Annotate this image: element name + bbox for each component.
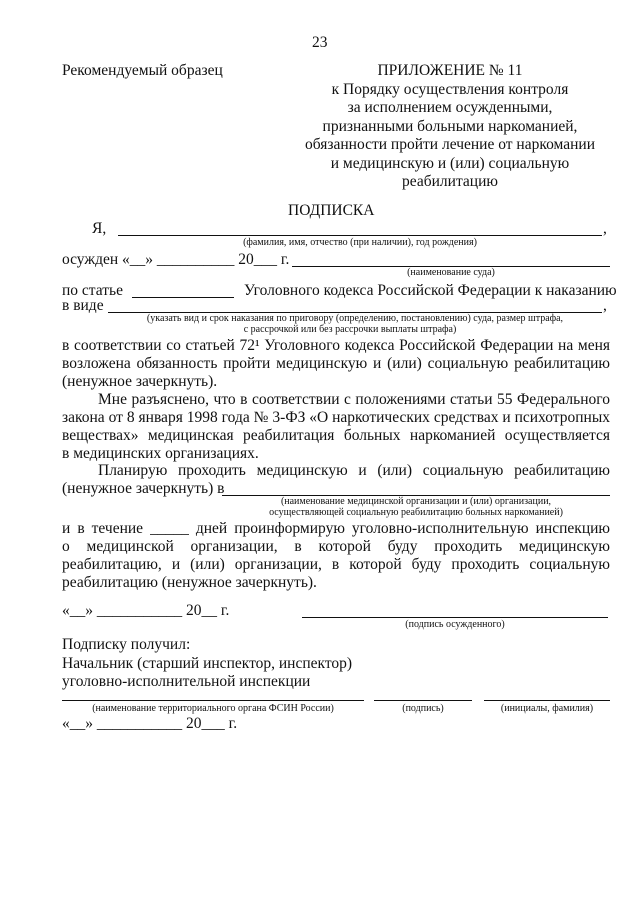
appendix-title: ПРИЛОЖЕНИЕ № 11 [377,62,523,79]
appendix-line: за исполнением осужденными, [347,99,553,116]
paragraph-4-line: реабилитацию (ненужное зачеркнуть). [62,574,317,591]
in-form-label: в виде [62,297,104,314]
article-line[interactable] [132,297,234,298]
paragraph-4-line: реабилитацию, и (или) организации, в которой буду проходить социальную [62,556,610,573]
hint-initials: (инициалы, фамилия) [500,703,594,714]
fio-line-end: , [603,220,607,237]
document-title: ПОДПИСКА [288,202,375,219]
paragraph-2-line: в медицинских организациях. [62,445,259,462]
hint-signature-convicted: (подпись осужденного) [405,619,505,630]
appendix-block [290,62,610,192]
paragraph-2-line: закона от 8 января 1998 года № 3-ФЗ «О наркотических средствах и психотропных [62,409,610,426]
paragraph-1-line: в соответствии со статьей 72¹ Уголовного кодекса Российской Федерации на меня [62,337,610,354]
date-received: «__» ___________ 20___ г. [62,715,238,732]
page-number: 23 [312,34,328,51]
initials-line[interactable] [484,700,610,701]
article-text: Уголовного кодекса Российской Федерации к наказанию [244,282,617,299]
appendix-line: признанными больными наркоманией, [322,117,578,135]
hint-sentence-1: (указать вид и срок наказания по приговору (определению, постановлению) суда, размер штрафа, [146,313,564,324]
hint-fsin: (наименование территориального органа ФСИН России) [92,703,334,714]
recommended-sample-label: Рекомендуемый образец [62,62,223,79]
paragraph-4-line: о медицинской организации, в которой буду проходить медицинскую [62,538,610,555]
received-inspection: уголовно-исполнительной инспекции [62,673,311,690]
paragraph-2-line: веществах» медицинская реабилитация больных наркоманией осуществляется [62,427,610,444]
appendix-line: к Порядку осуществления контроля [331,80,569,98]
hint-signature: (подпись) [402,703,444,714]
hint-organization-2: осуществляющей социальную реабилитацию больных наркоманией) [269,507,563,518]
signature-line[interactable] [374,700,472,701]
received-label: Подписку получил: [62,636,191,653]
received-position: Начальник (старший инспектор, инспектор) [62,655,353,672]
hint-fio: (фамилия, имя, отчество (при наличии), год рождения) [243,237,477,248]
appendix-line: обязанности пройти лечение от наркомании [305,136,595,153]
appendix-line: реабилитацию [402,173,498,190]
signature-convicted-line[interactable] [302,617,608,618]
paragraph-4-line: и в течение _____ дней проинформирую уголовно-исполнительную инспекцию [62,520,610,537]
paragraph-1-line: (ненужное зачеркнуть). [62,373,218,390]
article-label: по статье [62,282,123,299]
appendix-line: и медицинскую и (или) социальную [330,154,570,172]
paragraph-3-line: (ненужное зачеркнуть) в [62,480,225,497]
fsin-line[interactable] [62,700,364,701]
date-convicted: «__» ___________ 20__ г. [62,602,230,619]
hint-sentence-2: с рассрочкой или без рассрочки выплаты штрафа) [243,324,457,335]
sentence-line-end: , [603,297,607,314]
hint-organization-1: (наименование медицинской организации и (или) организации, [280,496,552,507]
hint-court: (наименование суда) [407,267,495,278]
paragraph-3-line: Планирую проходить медицинскую и (или) социальную реабилитацию [98,462,610,479]
fio-line[interactable] [118,235,602,236]
paragraph-1-line: возложена обязанность пройти медицинскую и (или) социальную реабилитацию [62,355,610,372]
convicted-date: осужден «__» __________ 20___ г. [62,251,290,268]
ya-label: Я, [92,220,107,237]
paragraph-2-line: Мне разъяснено, что в соответствии с положениями статьи 55 Федерального [98,391,610,408]
